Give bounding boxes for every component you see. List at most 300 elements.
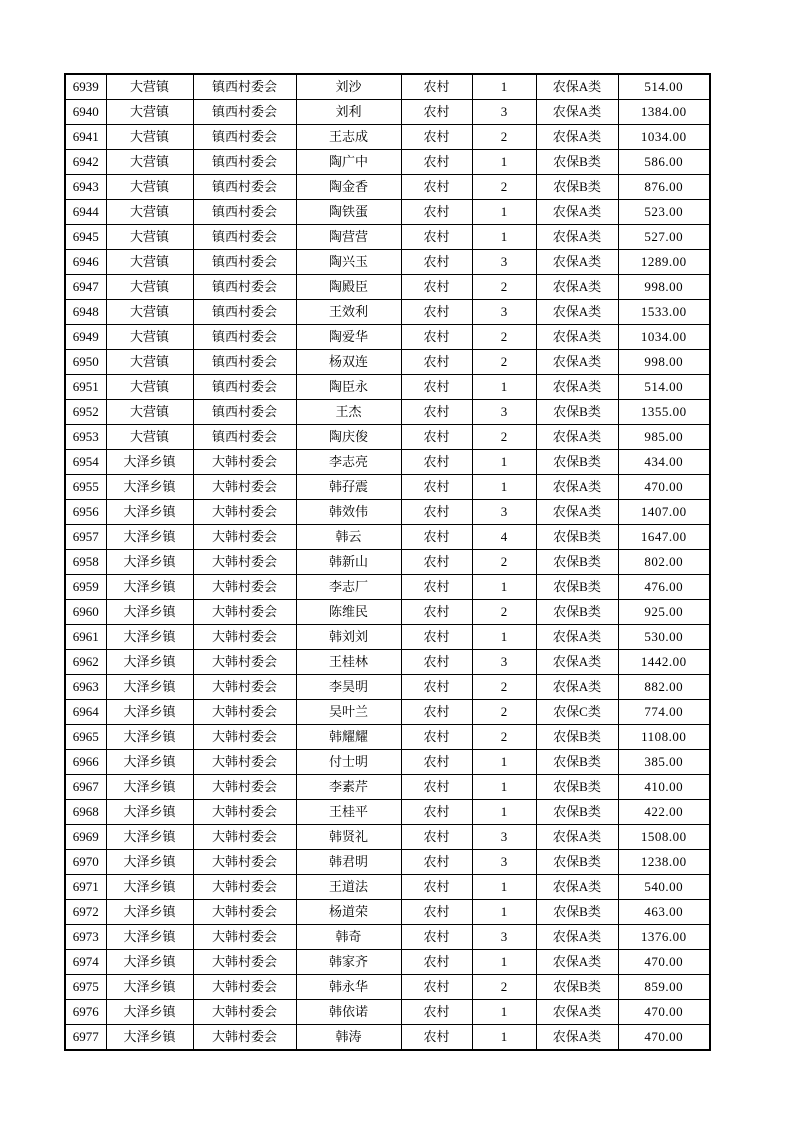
table-row	[65, 1025, 710, 1051]
table-row	[65, 650, 710, 675]
cell-town: 大泽乡镇	[106, 925, 193, 950]
cell-amount: 859.00	[618, 975, 710, 1000]
cell-residence-type: 农村	[401, 625, 472, 650]
cell-person-name: 韩云	[296, 525, 401, 550]
cell-insurance-type: 农保A类	[536, 425, 618, 450]
table-row	[65, 1000, 710, 1025]
cell-village-committee: 镇西村委会	[193, 100, 296, 125]
cell-person-count: 3	[472, 500, 536, 525]
cell-serial-number: 6946	[65, 250, 106, 275]
cell-insurance-type: 农保A类	[536, 825, 618, 850]
records-table	[64, 73, 711, 1051]
cell-residence-type: 农村	[401, 525, 472, 550]
cell-person-count: 1	[472, 200, 536, 225]
cell-insurance-type: 农保B类	[536, 800, 618, 825]
cell-person-name: 王志成	[296, 125, 401, 150]
cell-person-name: 韩涛	[296, 1025, 401, 1051]
cell-residence-type: 农村	[401, 950, 472, 975]
cell-amount: 1533.00	[618, 300, 710, 325]
cell-serial-number: 6939	[65, 74, 106, 100]
cell-town: 大泽乡镇	[106, 875, 193, 900]
cell-person-count: 1	[472, 225, 536, 250]
cell-amount: 1384.00	[618, 100, 710, 125]
cell-insurance-type: 农保A类	[536, 925, 618, 950]
cell-person-name: 陶营营	[296, 225, 401, 250]
cell-village-committee: 镇西村委会	[193, 300, 296, 325]
cell-village-committee: 大韩村委会	[193, 550, 296, 575]
cell-residence-type: 农村	[401, 150, 472, 175]
cell-residence-type: 农村	[401, 975, 472, 1000]
cell-insurance-type: 农保B类	[536, 850, 618, 875]
cell-serial-number: 6940	[65, 100, 106, 125]
cell-insurance-type: 农保A类	[536, 1000, 618, 1025]
cell-residence-type: 农村	[401, 175, 472, 200]
table-row	[65, 750, 710, 775]
cell-serial-number: 6958	[65, 550, 106, 575]
cell-town: 大泽乡镇	[106, 450, 193, 475]
cell-residence-type: 农村	[401, 725, 472, 750]
cell-person-count: 3	[472, 250, 536, 275]
cell-residence-type: 农村	[401, 350, 472, 375]
cell-person-count: 2	[472, 275, 536, 300]
cell-residence-type: 农村	[401, 375, 472, 400]
cell-town: 大泽乡镇	[106, 1025, 193, 1051]
cell-residence-type: 农村	[401, 575, 472, 600]
cell-insurance-type: 农保A类	[536, 125, 618, 150]
cell-insurance-type: 农保B类	[536, 550, 618, 575]
cell-village-committee: 大韩村委会	[193, 775, 296, 800]
cell-insurance-type: 农保B类	[536, 975, 618, 1000]
cell-village-committee: 镇西村委会	[193, 200, 296, 225]
cell-residence-type: 农村	[401, 475, 472, 500]
cell-town: 大泽乡镇	[106, 725, 193, 750]
cell-person-count: 3	[472, 925, 536, 950]
cell-residence-type: 农村	[401, 200, 472, 225]
cell-village-committee: 大韩村委会	[193, 725, 296, 750]
cell-village-committee: 镇西村委会	[193, 74, 296, 100]
cell-person-name: 韩依诺	[296, 1000, 401, 1025]
cell-amount: 470.00	[618, 950, 710, 975]
cell-person-count: 3	[472, 300, 536, 325]
cell-serial-number: 6957	[65, 525, 106, 550]
cell-village-committee: 大韩村委会	[193, 900, 296, 925]
table-row	[65, 350, 710, 375]
cell-town: 大营镇	[106, 150, 193, 175]
table-row	[65, 300, 710, 325]
table-row	[65, 74, 710, 100]
cell-serial-number: 6944	[65, 200, 106, 225]
cell-town: 大营镇	[106, 100, 193, 125]
cell-residence-type: 农村	[401, 600, 472, 625]
cell-person-name: 韩贤礼	[296, 825, 401, 850]
cell-insurance-type: 农保A类	[536, 300, 618, 325]
cell-insurance-type: 农保A类	[536, 625, 618, 650]
cell-person-name: 杨双连	[296, 350, 401, 375]
cell-village-committee: 镇西村委会	[193, 250, 296, 275]
cell-insurance-type: 农保A类	[536, 950, 618, 975]
table-row	[65, 550, 710, 575]
cell-person-count: 4	[472, 525, 536, 550]
cell-village-committee: 镇西村委会	[193, 175, 296, 200]
cell-serial-number: 6955	[65, 475, 106, 500]
cell-residence-type: 农村	[401, 100, 472, 125]
table-row	[65, 500, 710, 525]
cell-residence-type: 农村	[401, 300, 472, 325]
cell-person-count: 2	[472, 975, 536, 1000]
cell-insurance-type: 农保A类	[536, 650, 618, 675]
cell-town: 大营镇	[106, 225, 193, 250]
cell-residence-type: 农村	[401, 275, 472, 300]
cell-village-committee: 镇西村委会	[193, 275, 296, 300]
cell-amount: 998.00	[618, 275, 710, 300]
table-row	[65, 250, 710, 275]
cell-person-count: 1	[472, 575, 536, 600]
cell-person-count: 1	[472, 150, 536, 175]
cell-town: 大泽乡镇	[106, 575, 193, 600]
cell-town: 大泽乡镇	[106, 800, 193, 825]
cell-person-count: 1	[472, 375, 536, 400]
cell-person-count: 2	[472, 175, 536, 200]
cell-town: 大泽乡镇	[106, 650, 193, 675]
cell-person-count: 1	[472, 750, 536, 775]
cell-person-count: 1	[472, 475, 536, 500]
cell-amount: 774.00	[618, 700, 710, 725]
cell-residence-type: 农村	[401, 675, 472, 700]
cell-village-committee: 大韩村委会	[193, 575, 296, 600]
cell-residence-type: 农村	[401, 875, 472, 900]
table-row	[65, 950, 710, 975]
cell-town: 大泽乡镇	[106, 850, 193, 875]
table-row	[65, 425, 710, 450]
cell-town: 大泽乡镇	[106, 675, 193, 700]
cell-amount: 998.00	[618, 350, 710, 375]
table-row	[65, 800, 710, 825]
cell-person-count: 2	[472, 725, 536, 750]
cell-serial-number: 6968	[65, 800, 106, 825]
cell-insurance-type: 农保A类	[536, 375, 618, 400]
cell-residence-type: 农村	[401, 900, 472, 925]
table-row	[65, 625, 710, 650]
cell-person-name: 韩家齐	[296, 950, 401, 975]
cell-amount: 434.00	[618, 450, 710, 475]
cell-serial-number: 6976	[65, 1000, 106, 1025]
cell-amount: 530.00	[618, 625, 710, 650]
cell-amount: 463.00	[618, 900, 710, 925]
cell-person-name: 韩新山	[296, 550, 401, 575]
cell-person-name: 陶庆俊	[296, 425, 401, 450]
cell-person-name: 王桂平	[296, 800, 401, 825]
cell-serial-number: 6950	[65, 350, 106, 375]
cell-person-name: 韩刘刘	[296, 625, 401, 650]
cell-person-name: 李昊明	[296, 675, 401, 700]
cell-amount: 985.00	[618, 425, 710, 450]
table-row	[65, 600, 710, 625]
cell-person-name: 韩效伟	[296, 500, 401, 525]
cell-amount: 1108.00	[618, 725, 710, 750]
cell-serial-number: 6960	[65, 600, 106, 625]
cell-amount: 523.00	[618, 200, 710, 225]
cell-serial-number: 6945	[65, 225, 106, 250]
cell-village-committee: 镇西村委会	[193, 325, 296, 350]
cell-serial-number: 6961	[65, 625, 106, 650]
cell-serial-number: 6972	[65, 900, 106, 925]
cell-person-name: 韩君明	[296, 850, 401, 875]
cell-person-name: 陶铁蛋	[296, 200, 401, 225]
cell-serial-number: 6962	[65, 650, 106, 675]
cell-serial-number: 6963	[65, 675, 106, 700]
cell-insurance-type: 农保B类	[536, 900, 618, 925]
table-row	[65, 700, 710, 725]
cell-serial-number: 6947	[65, 275, 106, 300]
cell-serial-number: 6956	[65, 500, 106, 525]
cell-town: 大营镇	[106, 275, 193, 300]
cell-person-name: 王杰	[296, 400, 401, 425]
table-row	[65, 975, 710, 1000]
cell-village-committee: 镇西村委会	[193, 400, 296, 425]
cell-insurance-type: 农保B类	[536, 600, 618, 625]
cell-serial-number: 6964	[65, 700, 106, 725]
table-row	[65, 450, 710, 475]
cell-amount: 882.00	[618, 675, 710, 700]
table-row	[65, 325, 710, 350]
cell-village-committee: 大韩村委会	[193, 525, 296, 550]
cell-insurance-type: 农保A类	[536, 275, 618, 300]
table-row	[65, 850, 710, 875]
table-row	[65, 100, 710, 125]
table-row	[65, 725, 710, 750]
cell-village-committee: 大韩村委会	[193, 700, 296, 725]
table-row	[65, 825, 710, 850]
cell-town: 大泽乡镇	[106, 975, 193, 1000]
cell-person-count: 1	[472, 800, 536, 825]
cell-town: 大泽乡镇	[106, 475, 193, 500]
cell-residence-type: 农村	[401, 650, 472, 675]
cell-person-name: 付士明	[296, 750, 401, 775]
cell-person-name: 韩耀耀	[296, 725, 401, 750]
cell-serial-number: 6965	[65, 725, 106, 750]
table-row	[65, 375, 710, 400]
cell-amount: 1647.00	[618, 525, 710, 550]
cell-person-name: 李志厂	[296, 575, 401, 600]
cell-insurance-type: 农保B类	[536, 525, 618, 550]
cell-person-name: 陶殿臣	[296, 275, 401, 300]
cell-person-count: 1	[472, 775, 536, 800]
cell-person-count: 2	[472, 675, 536, 700]
cell-amount: 470.00	[618, 1025, 710, 1051]
cell-town: 大泽乡镇	[106, 500, 193, 525]
cell-residence-type: 农村	[401, 825, 472, 850]
cell-person-name: 王桂林	[296, 650, 401, 675]
cell-insurance-type: 农保A类	[536, 500, 618, 525]
cell-village-committee: 大韩村委会	[193, 850, 296, 875]
cell-serial-number: 6942	[65, 150, 106, 175]
table-row	[65, 900, 710, 925]
cell-insurance-type: 农保B类	[536, 450, 618, 475]
cell-serial-number: 6966	[65, 750, 106, 775]
cell-village-committee: 大韩村委会	[193, 675, 296, 700]
cell-insurance-type: 农保B类	[536, 150, 618, 175]
table-row	[65, 775, 710, 800]
table-row	[65, 575, 710, 600]
cell-village-committee: 镇西村委会	[193, 150, 296, 175]
cell-residence-type: 农村	[401, 425, 472, 450]
cell-residence-type: 农村	[401, 850, 472, 875]
cell-village-committee: 镇西村委会	[193, 375, 296, 400]
cell-serial-number: 6941	[65, 125, 106, 150]
cell-amount: 1238.00	[618, 850, 710, 875]
cell-town: 大营镇	[106, 125, 193, 150]
cell-person-name: 陈维民	[296, 600, 401, 625]
cell-insurance-type: 农保C类	[536, 700, 618, 725]
cell-town: 大泽乡镇	[106, 825, 193, 850]
cell-village-committee: 镇西村委会	[193, 350, 296, 375]
cell-insurance-type: 农保A类	[536, 350, 618, 375]
cell-person-count: 1	[472, 450, 536, 475]
cell-amount: 1407.00	[618, 500, 710, 525]
cell-village-committee: 大韩村委会	[193, 475, 296, 500]
cell-amount: 802.00	[618, 550, 710, 575]
cell-residence-type: 农村	[401, 550, 472, 575]
cell-town: 大泽乡镇	[106, 550, 193, 575]
cell-person-count: 1	[472, 875, 536, 900]
cell-amount: 1034.00	[618, 325, 710, 350]
cell-person-name: 刘沙	[296, 74, 401, 100]
cell-person-name: 陶金香	[296, 175, 401, 200]
cell-insurance-type: 农保B类	[536, 400, 618, 425]
cell-amount: 1034.00	[618, 125, 710, 150]
table-row	[65, 225, 710, 250]
cell-amount: 422.00	[618, 800, 710, 825]
cell-serial-number: 6949	[65, 325, 106, 350]
cell-town: 大泽乡镇	[106, 625, 193, 650]
cell-serial-number: 6948	[65, 300, 106, 325]
cell-amount: 385.00	[618, 750, 710, 775]
cell-residence-type: 农村	[401, 1000, 472, 1025]
cell-person-name: 陶广中	[296, 150, 401, 175]
cell-town: 大营镇	[106, 375, 193, 400]
table-row	[65, 150, 710, 175]
cell-person-name: 杨道荣	[296, 900, 401, 925]
cell-residence-type: 农村	[401, 450, 472, 475]
cell-person-name: 刘利	[296, 100, 401, 125]
cell-person-count: 2	[472, 425, 536, 450]
cell-insurance-type: 农保A类	[536, 250, 618, 275]
table-row	[65, 925, 710, 950]
cell-village-committee: 大韩村委会	[193, 875, 296, 900]
cell-insurance-type: 农保B类	[536, 575, 618, 600]
cell-serial-number: 6959	[65, 575, 106, 600]
cell-person-count: 3	[472, 825, 536, 850]
cell-serial-number: 6967	[65, 775, 106, 800]
cell-residence-type: 农村	[401, 74, 472, 100]
cell-town: 大泽乡镇	[106, 1000, 193, 1025]
cell-serial-number: 6971	[65, 875, 106, 900]
cell-insurance-type: 农保B类	[536, 750, 618, 775]
cell-residence-type: 农村	[401, 500, 472, 525]
cell-person-count: 3	[472, 400, 536, 425]
cell-amount: 527.00	[618, 225, 710, 250]
cell-residence-type: 农村	[401, 700, 472, 725]
cell-serial-number: 6952	[65, 400, 106, 425]
cell-serial-number: 6954	[65, 450, 106, 475]
records-table-body	[65, 74, 710, 1050]
cell-amount: 470.00	[618, 475, 710, 500]
cell-person-count: 1	[472, 1025, 536, 1051]
cell-residence-type: 农村	[401, 1025, 472, 1051]
cell-serial-number: 6974	[65, 950, 106, 975]
cell-town: 大泽乡镇	[106, 525, 193, 550]
cell-insurance-type: 农保B类	[536, 725, 618, 750]
cell-town: 大泽乡镇	[106, 775, 193, 800]
cell-amount: 1442.00	[618, 650, 710, 675]
cell-person-name: 韩奇	[296, 925, 401, 950]
cell-town: 大营镇	[106, 325, 193, 350]
cell-serial-number: 6943	[65, 175, 106, 200]
cell-town: 大营镇	[106, 74, 193, 100]
cell-residence-type: 农村	[401, 125, 472, 150]
cell-insurance-type: 农保A类	[536, 225, 618, 250]
table-row	[65, 675, 710, 700]
table-row	[65, 525, 710, 550]
cell-serial-number: 6951	[65, 375, 106, 400]
cell-serial-number: 6973	[65, 925, 106, 950]
cell-village-committee: 大韩村委会	[193, 625, 296, 650]
cell-town: 大泽乡镇	[106, 750, 193, 775]
cell-person-count: 3	[472, 850, 536, 875]
cell-serial-number: 6953	[65, 425, 106, 450]
cell-village-committee: 大韩村委会	[193, 750, 296, 775]
cell-person-name: 陶臣永	[296, 375, 401, 400]
cell-person-count: 3	[472, 650, 536, 675]
cell-village-committee: 大韩村委会	[193, 950, 296, 975]
cell-residence-type: 农村	[401, 800, 472, 825]
cell-village-committee: 大韩村委会	[193, 975, 296, 1000]
cell-village-committee: 镇西村委会	[193, 125, 296, 150]
cell-person-count: 2	[472, 600, 536, 625]
cell-amount: 1508.00	[618, 825, 710, 850]
table-row	[65, 175, 710, 200]
table-row	[65, 400, 710, 425]
cell-village-committee: 大韩村委会	[193, 1000, 296, 1025]
cell-amount: 514.00	[618, 375, 710, 400]
cell-town: 大营镇	[106, 350, 193, 375]
cell-insurance-type: 农保B类	[536, 775, 618, 800]
cell-town: 大泽乡镇	[106, 950, 193, 975]
cell-village-committee: 大韩村委会	[193, 800, 296, 825]
cell-amount: 925.00	[618, 600, 710, 625]
cell-person-name: 陶爱华	[296, 325, 401, 350]
cell-amount: 410.00	[618, 775, 710, 800]
cell-village-committee: 镇西村委会	[193, 425, 296, 450]
cell-town: 大营镇	[106, 400, 193, 425]
cell-person-count: 2	[472, 325, 536, 350]
cell-person-name: 王道法	[296, 875, 401, 900]
cell-town: 大营镇	[106, 425, 193, 450]
table-row	[65, 275, 710, 300]
cell-person-count: 1	[472, 1000, 536, 1025]
cell-village-committee: 大韩村委会	[193, 600, 296, 625]
table-row	[65, 125, 710, 150]
cell-village-committee: 大韩村委会	[193, 925, 296, 950]
cell-residence-type: 农村	[401, 775, 472, 800]
cell-amount: 540.00	[618, 875, 710, 900]
cell-person-count: 3	[472, 100, 536, 125]
cell-residence-type: 农村	[401, 925, 472, 950]
cell-amount: 1289.00	[618, 250, 710, 275]
cell-amount: 876.00	[618, 175, 710, 200]
cell-person-count: 1	[472, 950, 536, 975]
cell-person-count: 2	[472, 125, 536, 150]
